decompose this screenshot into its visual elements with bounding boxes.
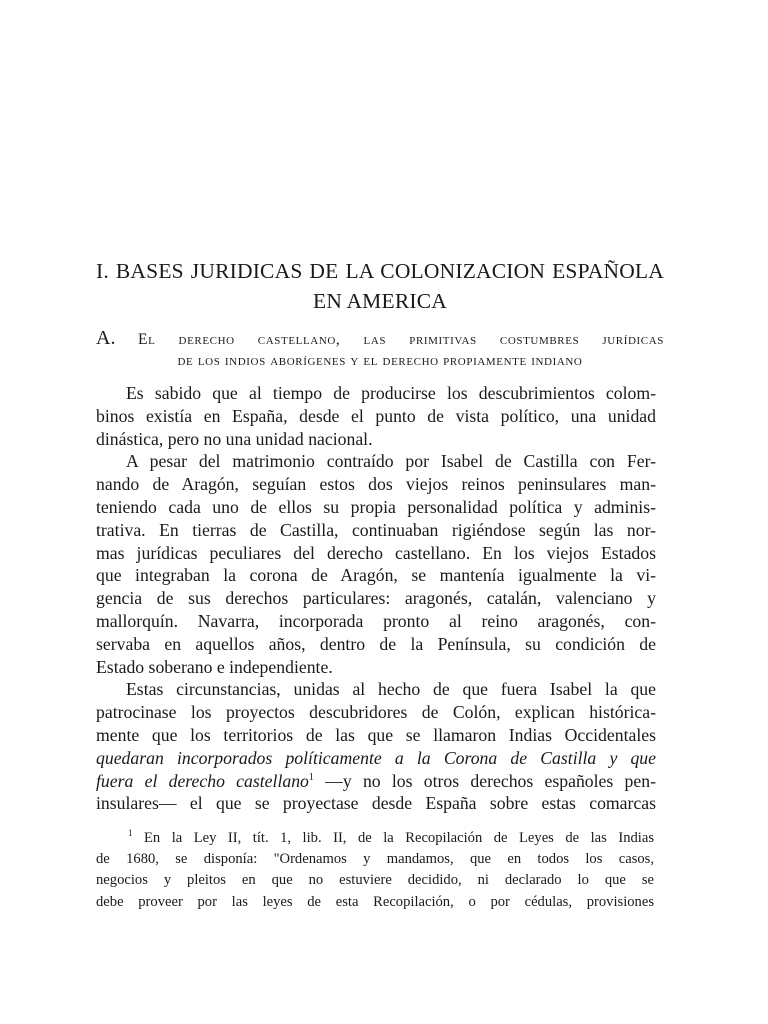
body-line: dinástica, pero no una unidad nacional.	[96, 428, 373, 449]
body-line: que integraban la corona de Aragón, se mantenía igualmente la vi-	[96, 565, 656, 586]
body-line: trativa. En tierras de Castilla, continuaban rigiéndose según las nor-	[96, 519, 656, 540]
section-heading	[96, 328, 664, 371]
italic-text: fuera el derecho castellano	[96, 770, 309, 791]
body-line: mas jurídicas peculiares del derecho castellano. En los viejos Estados	[96, 542, 656, 563]
body-line: binos existía en España, desde el punto de vista político, una unidad	[96, 405, 656, 426]
body-line: gencia de sus derechos particulares: aragonés, catalán, valenciano y	[96, 588, 656, 609]
footnote	[96, 828, 654, 913]
footnote-line: de 1680, se disponía: "Ordenamos y mandamos, que en todos los casos,	[96, 851, 654, 868]
body-line: Es sabido que al tiempo de producirse los descubrimientos colom-	[126, 383, 656, 403]
body-line: mallorquín. Navarra, incorporada pronto al reino aragonés, con-	[96, 610, 656, 631]
chapter-title	[96, 256, 664, 316]
body-line	[96, 747, 656, 770]
footnote-number: 1	[128, 828, 133, 839]
body-line: insulares— el que se proyectase desde España sobre estas comarcas	[96, 793, 656, 814]
body-line-tail: —y no los otros derechos españoles pen-	[313, 770, 656, 791]
body-line	[96, 770, 656, 793]
body-line: teniendo cada uno de ellos su propia personalidad política y adminis-	[96, 496, 656, 517]
body-line: Estado soberano e independiente.	[96, 656, 333, 677]
section-heading-line-2: de los indios aborígenes y el derecho propiamente indiano	[177, 352, 583, 369]
italic-text: quedaran incorporados políticamente a la Corona de Castilla y que	[96, 747, 656, 768]
footnote-reference[interactable]: 1	[308, 771, 314, 783]
body-text	[96, 382, 656, 815]
chapter-title-line-1: I. BASES JURIDICAS DE LA COLONIZACION ESPAÑOLA	[96, 259, 664, 283]
section-heading-text-1: El derecho castellano, las primitivas costumbres jurídicas	[138, 331, 665, 348]
footnote-text: En la Ley II, tít. 1, lib. II, de la Recopilación de Leyes de las Indias	[144, 830, 654, 846]
chapter-title-line-2: EN AMERICA	[313, 289, 447, 313]
body-line: A pesar del matrimonio contraído por Isabel de Castilla con Fer-	[126, 451, 656, 472]
body-line: nando de Aragón, seguían estos dos viejos reinos peninsulares man-	[96, 474, 656, 495]
section-heading-line-1	[96, 328, 664, 350]
section-letter: A.	[96, 327, 116, 349]
footnote-line: debe proveer por las leyes de esta Recopilación, o por cédulas, provisiones	[96, 893, 654, 910]
body-line: Estas circunstancias, unidas al hecho de que fuera Isabel la que	[126, 679, 656, 700]
body-line: servaba en aquellos años, dentro de la Península, su condición de	[96, 633, 656, 654]
body-line: mente que los territorios de las que se llamaron Indias Occidentales	[96, 724, 656, 745]
body-line: patrocinase los proyectos descubridores de Colón, explican histórica-	[96, 702, 656, 723]
footnote-line	[96, 828, 654, 849]
footnote-line: negocios y pleitos en que no estuviere decidido, ni declarado lo que se	[96, 872, 654, 889]
